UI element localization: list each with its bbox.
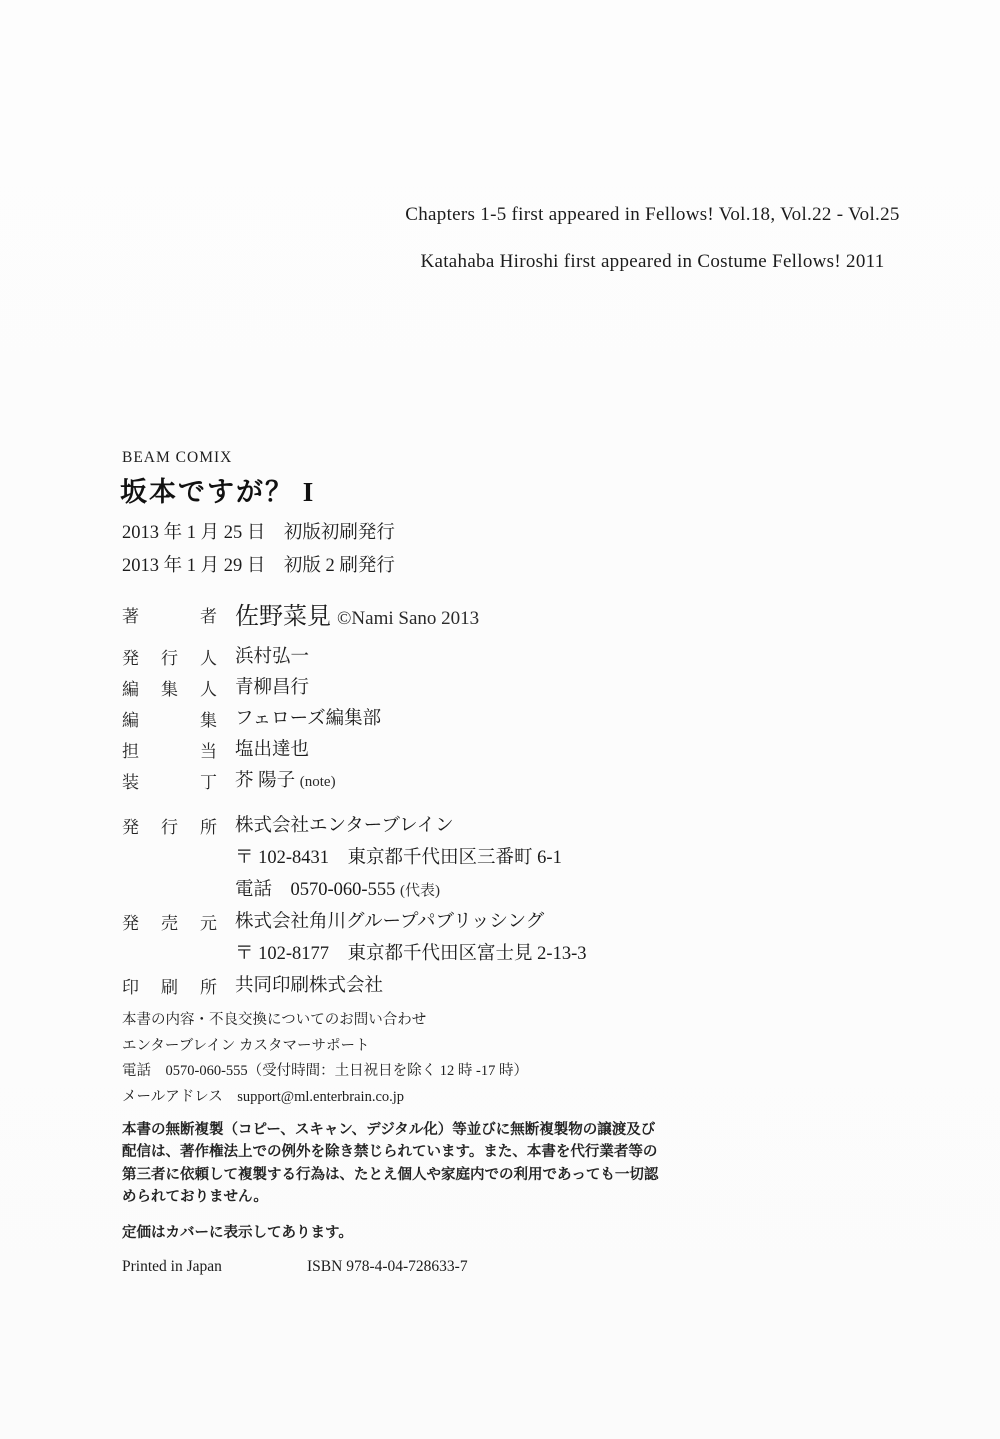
support-phone: 電話 0570-060-555（受付時間：土日祝日を除く 12 時 -17 時） bbox=[122, 1063, 528, 1079]
publisher-phone-number: 電話 0570-060-555 bbox=[235, 880, 396, 900]
magazine-appearance-notes bbox=[320, 204, 985, 272]
footer bbox=[122, 1258, 468, 1276]
legal-line-3: 第三者に依頼して複製する行為は、たとえ個人や家庭内での利用であっても一切認 bbox=[122, 1166, 659, 1183]
printer-company: 共同印刷株式会社 bbox=[235, 976, 384, 996]
credit-value-publisher-person: 浜村弘一 bbox=[235, 647, 310, 667]
support-heading: 本書の内容・不良交換についてのお問い合わせ bbox=[122, 1012, 427, 1028]
publishing-row-distributor-address bbox=[122, 939, 586, 971]
designer-name: 芥 陽子 bbox=[235, 771, 296, 791]
credit-value-editing: フェローズ編集部 bbox=[235, 709, 382, 729]
printing-dates bbox=[122, 517, 395, 583]
author-name: 佐野菜見 bbox=[235, 604, 331, 630]
credit-row-in-charge bbox=[122, 735, 479, 766]
credit-row-author bbox=[122, 596, 479, 642]
support-name: エンターブレイン カスタマーサポート bbox=[122, 1037, 370, 1054]
copyright-legal-block bbox=[122, 1119, 702, 1209]
chapters-first-appeared-note: Chapters 1-5 first appeared in Fellows! Vol.18, Vol.22 - Vol.25 bbox=[405, 204, 900, 225]
credit-value-in-charge: 塩出達也 bbox=[235, 740, 310, 760]
publisher-company: 株式会社エンターブレイン bbox=[235, 816, 454, 836]
price-note: 定価はカバーに表示してあります。 bbox=[122, 1225, 353, 1241]
customer-support-block bbox=[122, 1008, 528, 1110]
publishing-row-printer bbox=[122, 971, 586, 1003]
publisher-address: 〒 102-8431 東京都千代田区三番町 6-1 bbox=[235, 848, 562, 868]
isbn-number: ISBN 978-4-04-728633-7 bbox=[307, 1258, 468, 1275]
credit-label-editing: 編集 bbox=[122, 711, 217, 730]
distributor-company: 株式会社角川グループパブリッシング bbox=[235, 912, 545, 932]
credits-table bbox=[122, 596, 479, 797]
imprint-label: BEAM COMIX bbox=[122, 449, 233, 466]
credit-row-publisher-person bbox=[122, 642, 479, 673]
credit-row-chief-editor bbox=[122, 673, 479, 704]
legal-line-4: められておりません。 bbox=[122, 1189, 268, 1206]
credit-label-in-charge: 担当 bbox=[122, 742, 217, 761]
design-studio-note: (note) bbox=[299, 774, 336, 790]
credit-row-editing bbox=[122, 704, 479, 735]
credit-value-author bbox=[235, 596, 479, 631]
phone-representative-note: (代表) bbox=[399, 883, 440, 899]
publishing-row-publisher bbox=[122, 811, 586, 843]
credit-label-publisher-person: 発行人 bbox=[122, 649, 217, 668]
publishing-table bbox=[122, 811, 586, 1003]
legal-line-1: 本書の無断複製（コピー、スキャン、デジタル化）等並びに無断複製物の譲渡及び bbox=[122, 1122, 656, 1138]
copyright-notice: ©Nami Sano 2013 bbox=[337, 608, 480, 629]
book-title: 坂本ですが？ I bbox=[120, 477, 316, 507]
second-printing-date: 2013 年 1 月 29 日 初版 2 刷発行 bbox=[122, 556, 395, 576]
distributor-address: 〒 102-8177 東京都千代田区富士見 2-13-3 bbox=[235, 944, 587, 964]
publishing-row-distributor bbox=[122, 907, 586, 939]
support-email: メールアドレス support@ml.enterbrain.co.jp bbox=[122, 1088, 405, 1105]
credit-value-design bbox=[235, 766, 336, 792]
credit-label-author: 著者 bbox=[122, 607, 217, 626]
publishing-label-publisher: 発行所 bbox=[122, 818, 217, 837]
katahaba-first-appeared-note: Katahaba Hiroshi first appeared in Costume Fellows! 2011 bbox=[420, 251, 885, 272]
credit-label-design: 装丁 bbox=[122, 773, 217, 792]
publishing-row-publisher-address bbox=[122, 843, 586, 875]
publishing-row-publisher-phone bbox=[122, 875, 586, 907]
credit-row-design bbox=[122, 766, 479, 797]
publisher-phone bbox=[235, 875, 440, 901]
credit-label-chief-editor: 編集人 bbox=[122, 680, 217, 699]
legal-line-2: 配信は、著作権法上での例外を除き禁じられています。また、本書を代行業者等の bbox=[122, 1144, 658, 1161]
credit-value-chief-editor: 青柳昌行 bbox=[235, 678, 310, 698]
printed-in-japan: Printed in Japan bbox=[122, 1258, 222, 1275]
publishing-label-printer: 印刷所 bbox=[122, 978, 217, 997]
publishing-label-distributor: 発売元 bbox=[122, 914, 217, 933]
first-printing-date: 2013 年 1 月 25 日 初版初刷発行 bbox=[122, 523, 395, 543]
